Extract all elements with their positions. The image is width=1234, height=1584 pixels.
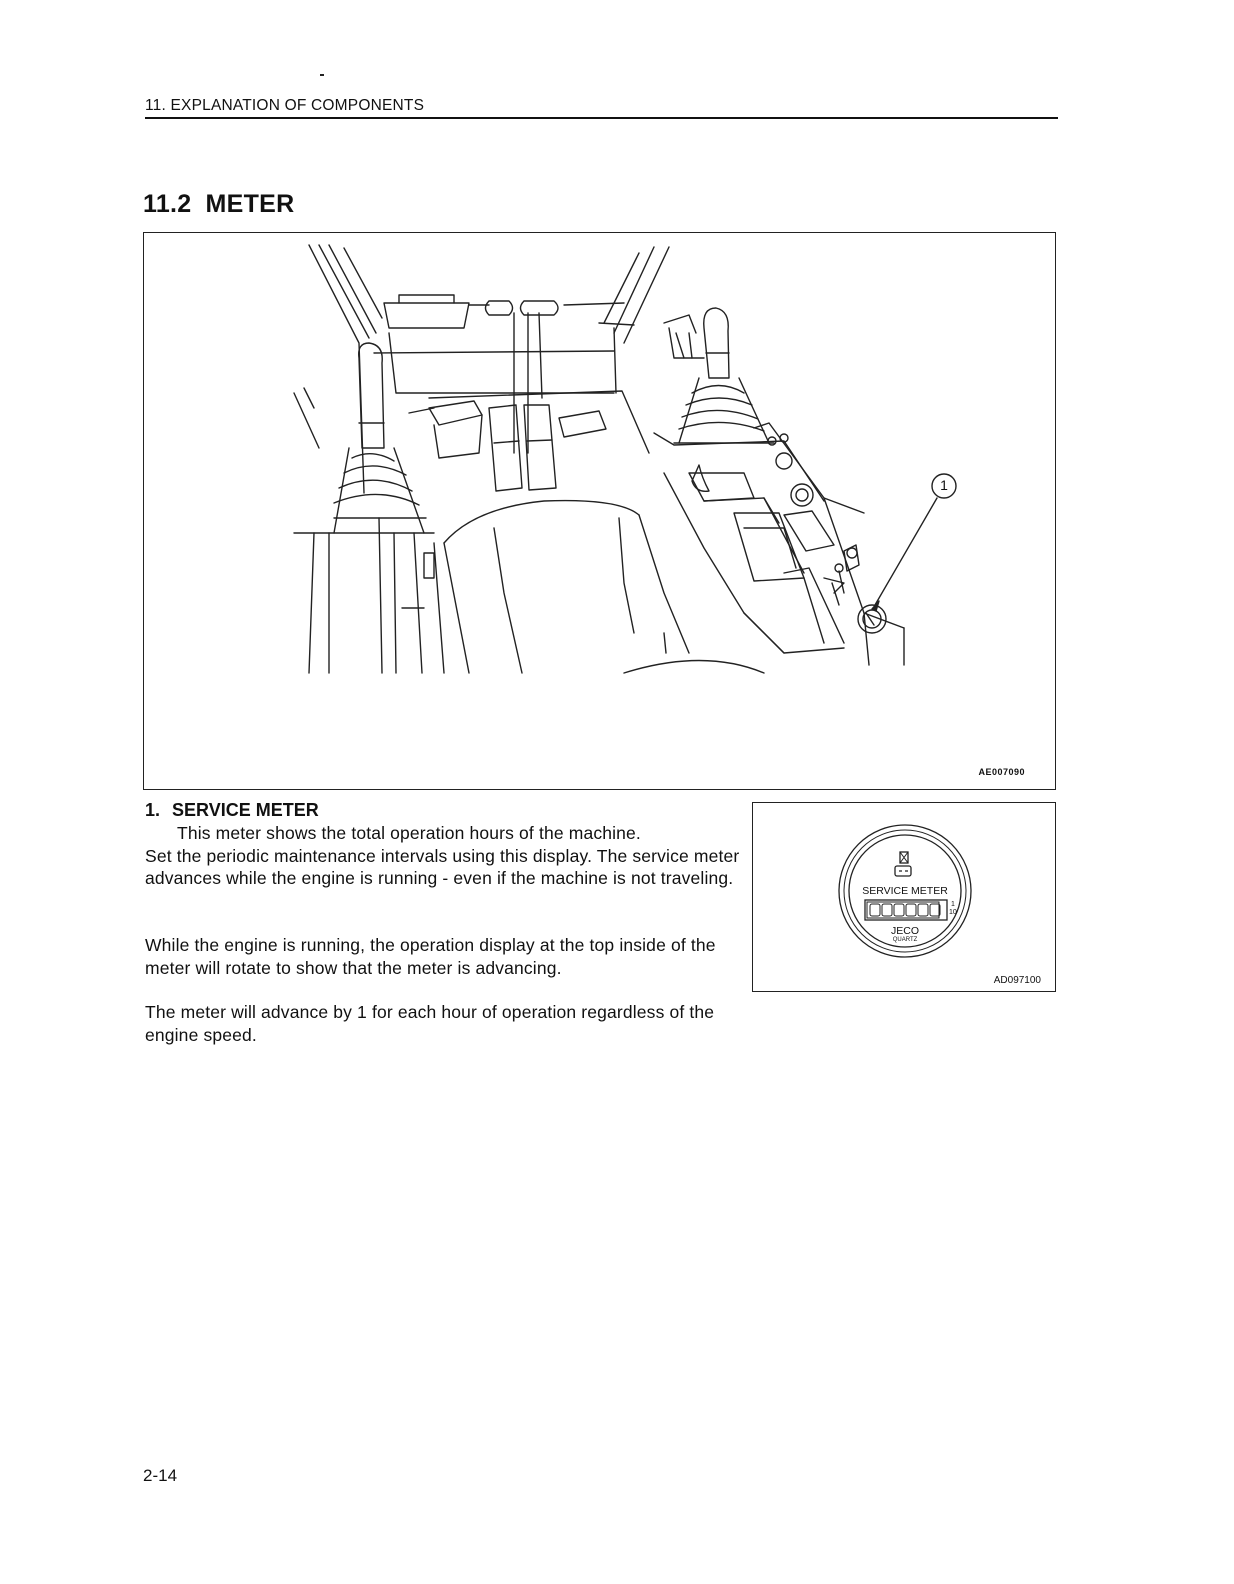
service-meter-figure <box>752 802 1056 992</box>
meter-fraction <box>949 901 957 917</box>
section-number: 11.2 <box>143 190 192 218</box>
paragraph-1 <box>145 822 745 890</box>
paragraph-3: The meter will advance by 1 for each hour of operation regardless of the engine speed. <box>145 1002 715 1045</box>
section-title <box>143 190 294 219</box>
meter-sub-brand: QUARTZ <box>892 937 918 943</box>
callout-number: 1 <box>940 477 948 493</box>
meter-fraction-top: 1 <box>950 901 955 908</box>
service-meter-drawing <box>753 803 1057 993</box>
figure-code: AE007090 <box>978 767 1025 777</box>
meter-label: SERVICE METER <box>862 885 948 897</box>
item-title: SERVICE METER <box>172 800 319 820</box>
cab-interior-drawing <box>144 233 1057 791</box>
meter-fraction-bottom: 10 <box>949 909 957 916</box>
meter-brand: JECO <box>890 925 919 937</box>
item-heading <box>145 800 319 821</box>
section-heading: METER <box>205 190 295 218</box>
page-number: 2-14 <box>143 1466 178 1485</box>
paragraph-1-rest: Set the periodic maintenance intervals using this display. The service meter advances while the engine is running - even if the machine is not traveling. <box>145 845 740 888</box>
scan-mark <box>320 74 324 76</box>
cab-interior-figure <box>143 232 1056 790</box>
paragraph-2: While the engine is running, the operation display at the top inside of the meter will rotate to show that the meter is advancing. <box>145 935 716 978</box>
meter-figure-code: AD097100 <box>993 975 1041 986</box>
item-number: 1. <box>145 800 161 820</box>
paragraph-1-first-line: This meter shows the total operation hours of the machine. <box>177 823 641 843</box>
running-header: 11. EXPLANATION OF COMPONENTS <box>145 97 1058 119</box>
